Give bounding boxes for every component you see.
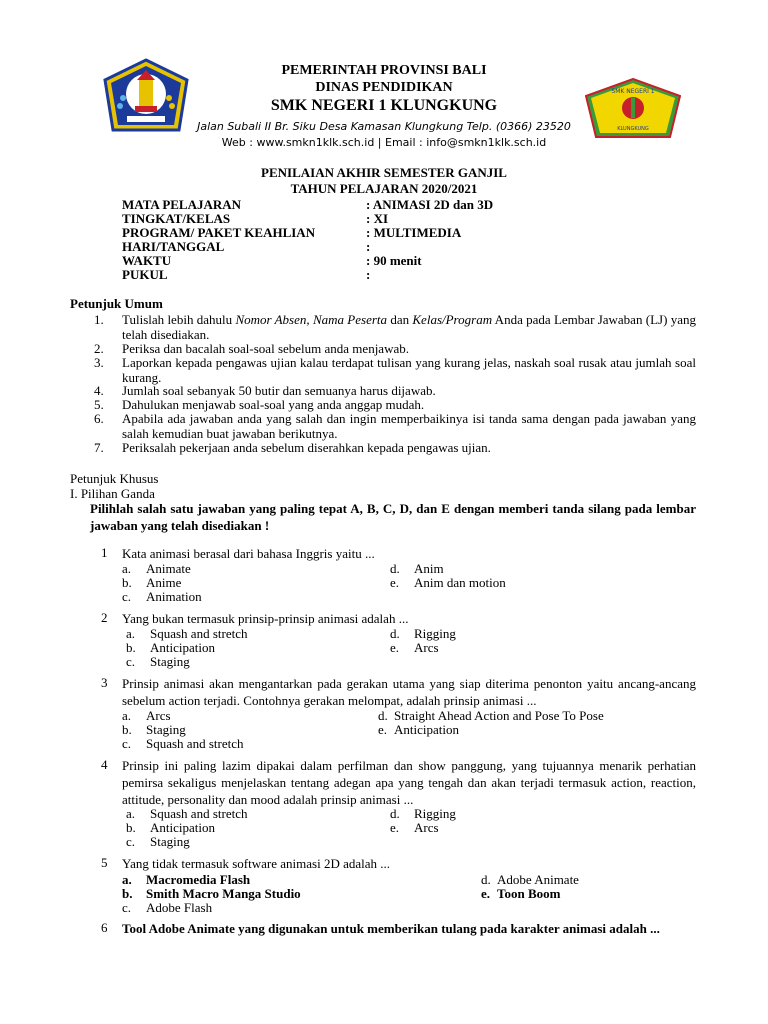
- option-letter: a.: [122, 872, 132, 887]
- info-value: : 90 menit: [366, 253, 422, 268]
- option-letter: e.: [481, 886, 491, 901]
- option-c: [122, 589, 202, 605]
- header-line1: PEMERINTAH PROVINSI BALI: [281, 63, 487, 78]
- option-letter: e.: [378, 722, 388, 737]
- info-value: : XI: [366, 211, 389, 226]
- logo-text-top: SMK NEGERI 1: [611, 88, 655, 95]
- option-text: Squash and stretch: [150, 806, 248, 821]
- option-e: [378, 722, 459, 738]
- question-text: Yang bukan termasuk prinsip-prinsip animasi adalah ...: [122, 611, 409, 626]
- info-key: PUKUL: [122, 267, 168, 282]
- rule-5: Dahulukan menjawab soal-soal yang anda anggap mudah.: [122, 397, 425, 412]
- option-letter: b.: [126, 640, 136, 655]
- option-letter: d.: [390, 806, 400, 821]
- question-text: Yang tidak termasuk software animasi 2D adalah ...: [122, 856, 391, 871]
- exam-year: TAHUN PELAJARAN 2020/2021: [290, 181, 478, 196]
- option-c: [126, 654, 190, 670]
- option-text: Adobe Animate: [497, 872, 579, 887]
- option-letter: a.: [122, 561, 132, 576]
- option-c: [122, 900, 212, 916]
- rule-1-em1: Nomor Absen, Nama Peserta: [235, 312, 388, 327]
- option-letter: d.: [481, 872, 491, 887]
- option-letter: a.: [126, 626, 136, 641]
- option-letter: e.: [390, 820, 400, 835]
- option-letter: a.: [126, 806, 136, 821]
- option-letter: c.: [126, 654, 136, 669]
- rule-number: 5.: [94, 397, 104, 412]
- rule-1-pre: Tulislah lebih dahulu: [122, 312, 236, 327]
- option-letter: d.: [390, 561, 400, 576]
- rule-4: Jumlah soal sebanyak 50 butir dan semuanya harus dijawab.: [122, 383, 436, 398]
- option-text: Rigging: [414, 806, 456, 821]
- option-letter: d.: [378, 708, 388, 723]
- specific-instructions-heading: Petunjuk Khusus: [70, 471, 159, 486]
- info-key: HARI/TANGGAL: [122, 239, 225, 254]
- info-value: :: [366, 239, 371, 254]
- question-text: Prinsip animasi akan mengantarkan pada gerakan utama yang siap diterima penonton yaitu ancang-ancang sebelum action terjadi. Contohnya gerakan melompat, adalah prinsip animasi ...: [122, 676, 696, 708]
- option-text: Anim dan motion: [414, 575, 506, 590]
- option-letter: b.: [122, 722, 132, 737]
- option-e: [481, 886, 560, 902]
- option-c: [122, 736, 243, 752]
- option-letter: a.: [122, 708, 132, 723]
- general-instructions-heading: Petunjuk Umum: [70, 296, 163, 311]
- option-c: [126, 834, 190, 850]
- school-address: Jalan Subali II Br. Siku Desa Kamasan Klungkung Telp. (0366) 23520: [197, 120, 571, 133]
- option-text: Straight Ahead Action and Pose To Pose: [394, 708, 604, 723]
- option-text: Arcs: [414, 820, 439, 835]
- option-text: Animate: [146, 561, 191, 576]
- info-key: WAKTU: [122, 253, 172, 268]
- rule-number: 4.: [94, 383, 104, 398]
- question-number: 6: [101, 920, 108, 935]
- rule-number: 2.: [94, 341, 104, 356]
- question-number: 4: [101, 757, 108, 772]
- question-number: 3: [101, 675, 108, 690]
- option-letter: c.: [126, 834, 136, 849]
- info-value: : MULTIMEDIA: [366, 225, 462, 240]
- option-text: Anticipation: [150, 640, 215, 655]
- question-text: Prinsip ini paling lazim dipakai dalam perfilman dan show panggung, yang tujuannya menarik perhatian pemirsa sekaligus menjelaskan tentang adegan apa yang tengah dan akan terjadi termasuk action, reaction, attitude, personality dan mood adalah prinsip animasi ...: [122, 758, 696, 807]
- option-letter: b.: [122, 886, 133, 901]
- school-name: SMK NEGERI 1 KLUNGKUNG: [270, 97, 498, 114]
- info-key: MATA PELAJARAN: [122, 197, 242, 212]
- option-letter: d.: [390, 626, 400, 641]
- option-text: Squash and stretch: [150, 626, 248, 641]
- rule-3: Laporkan kepada pengawas ujian kalau terdapat tulisan yang kurang jelas, naskah soal rusak atau jumlah soal kurang.: [122, 355, 696, 385]
- option-text: Arcs: [414, 640, 439, 655]
- info-key: PROGRAM/ PAKET KEAHLIAN: [122, 225, 316, 240]
- option-letter: c.: [122, 589, 132, 604]
- option-letter: e.: [390, 575, 400, 590]
- rule-number: 7.: [94, 440, 104, 455]
- option-e: [390, 575, 506, 591]
- rule-number: 6.: [94, 411, 104, 426]
- option-letter: c.: [122, 736, 132, 751]
- rule-6: Apabila ada jawaban anda yang salah dan ingin memperbaikinya isi tanda sama dengan pada jawaban yang salah kemudian buat jawaban berikutnya.: [122, 411, 696, 441]
- question-number: 1: [101, 545, 108, 560]
- option-text: Squash and stretch: [146, 736, 244, 751]
- rule-1-em2: Kelas/Program: [412, 312, 493, 327]
- school-web-email: Web : www.smkn1klk.sch.id | Email : info@smkn1klk.sch.id: [221, 136, 547, 149]
- rule-number: 3.: [94, 355, 104, 370]
- rule-2: Periksa dan bacalah soal-soal sebelum anda menjawab.: [122, 341, 409, 356]
- info-value: : ANIMASI 2D dan 3D: [366, 197, 494, 212]
- question-text: Tool Adobe Animate yang digunakan untuk memberikan tulang pada karakter animasi adalah ...: [122, 921, 660, 936]
- option-text: Toon Boom: [497, 886, 561, 901]
- option-text: Smith Macro Manga Studio: [146, 886, 301, 901]
- question-number: 2: [101, 610, 108, 625]
- logo-text-bottom: KLUNGKUNG: [617, 126, 649, 132]
- info-key: TINGKAT/KELAS: [122, 211, 231, 226]
- section-multiple-choice: I. Pilihan Ganda: [70, 486, 155, 501]
- option-text: Anticipation: [150, 820, 215, 835]
- rule-1: [122, 312, 696, 342]
- rule-7: Periksalah pekerjaan anda sebelum diserahkan kepada pengawas ujian.: [122, 440, 491, 455]
- header-line2: DINAS PENDIDIKAN: [315, 80, 453, 95]
- option-text: Anim: [414, 561, 444, 576]
- option-text: Staging: [146, 722, 186, 737]
- info-value: :: [366, 267, 371, 282]
- option-letter: c.: [122, 900, 132, 915]
- option-text: Arcs: [146, 708, 171, 723]
- option-letter: b.: [122, 575, 132, 590]
- option-text: Anime: [146, 575, 182, 590]
- question-text: Kata animasi berasal dari bahasa Inggris yaitu ...: [122, 546, 375, 561]
- option-text: Macromedia Flash: [146, 872, 251, 887]
- choice-instruction: Pilihlah salah satu jawaban yang paling tepat A, B, C, D, dan E dengan memberi tanda silang pada lembar jawaban yang telah disediakan !: [90, 501, 696, 533]
- option-letter: b.: [126, 820, 136, 835]
- option-text: Animation: [146, 589, 202, 604]
- question-number: 5: [101, 855, 108, 870]
- rule-1-mid: dan: [387, 312, 413, 327]
- option-letter: e.: [390, 640, 400, 655]
- rule-1-post: Anda pada Lembar Jawaban (LJ) yang telah disediakan.: [122, 312, 696, 342]
- option-text: Staging: [150, 654, 190, 669]
- rule-number: 1.: [94, 312, 104, 327]
- exam-title: PENILAIAN AKHIR SEMESTER GANJIL: [261, 165, 507, 180]
- option-text: Adobe Flash: [146, 900, 213, 915]
- option-e: [390, 820, 439, 836]
- option-text: Anticipation: [394, 722, 459, 737]
- option-text: Rigging: [414, 626, 456, 641]
- option-text: Staging: [150, 834, 190, 849]
- option-e: [390, 640, 439, 656]
